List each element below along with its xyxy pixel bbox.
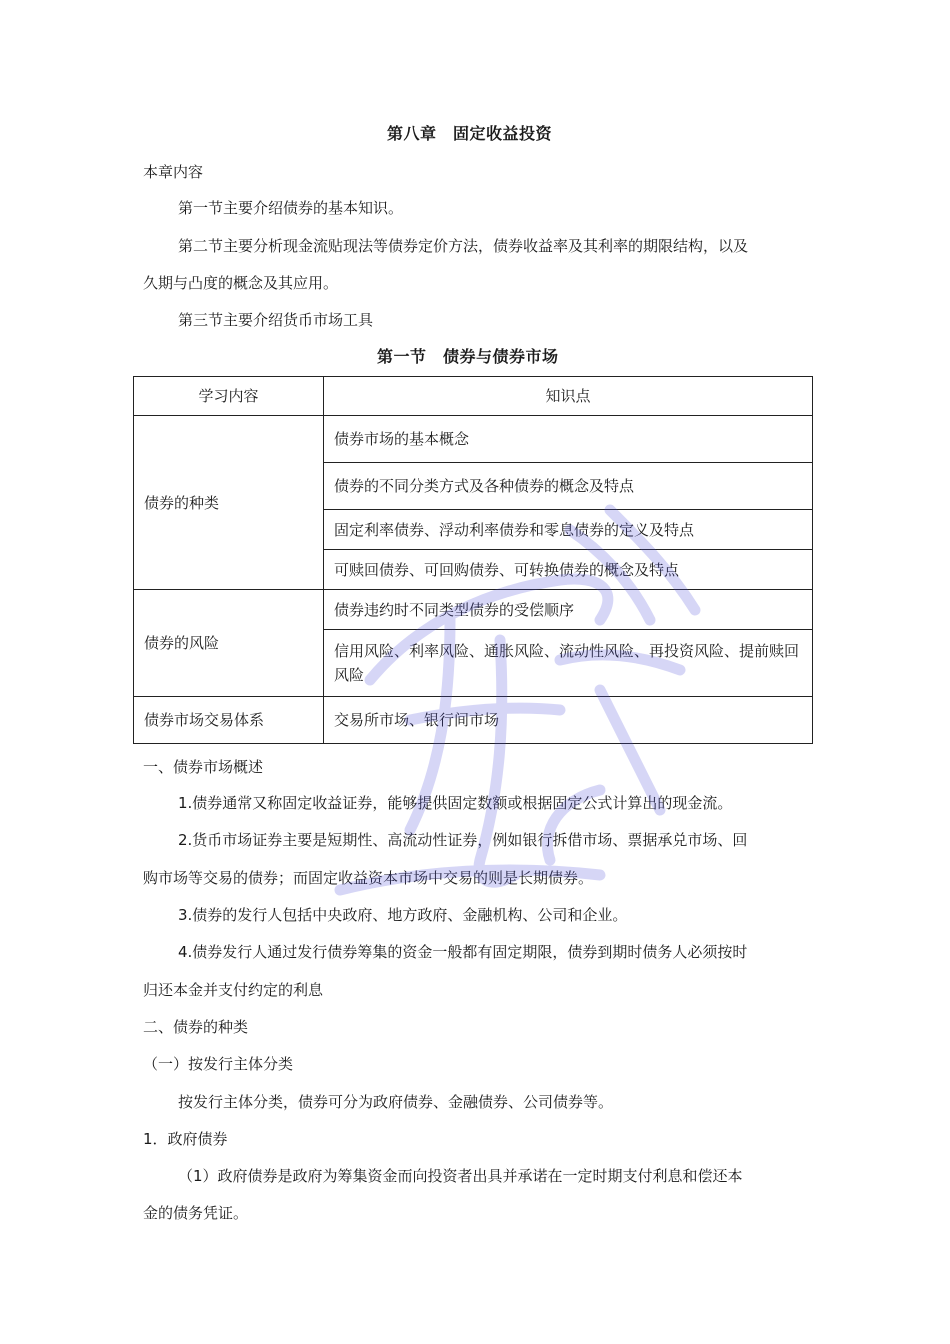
table-point-cell: 债券违约时不同类型债券的受偿顺序 (324, 590, 813, 630)
table-point-cell: 固定利率债券、浮动利率债券和零息债券的定义及特点 (324, 510, 813, 550)
intro-paragraph-2-line-1: 第二节主要分析现金流贴现法等债券定价方法，债券收益率及其利率的期限结构，以及 (178, 237, 749, 255)
paragraph-government-line-1: （1）政府债券是政府为筹集资金而向投资者出具并承诺在一定时期支付利息和偿还本 (178, 1167, 743, 1185)
table-header-row (134, 377, 813, 416)
chapter-title: 第八章 固定收益投资 (387, 124, 553, 143)
paragraph-item-1: 1.债券通常又称固定收益证券，能够提供固定数额或根据固定公式计算出的现金流。 (178, 794, 733, 812)
paragraph-item-4-line-1: 4.债券发行人通过发行债券筹集的资金一般都有固定期限，债券到期时债务人必须按时 (178, 943, 748, 961)
section-title: 第一节 债券与债券市场 (377, 347, 559, 366)
paragraph-government-line-2: 金的债务凭证。 (143, 1204, 249, 1222)
table-point-cell: 可赎回债券、可回购债券、可转换债券的概念及特点 (324, 550, 813, 590)
table-row (134, 697, 813, 744)
table-header-points: 知识点 (324, 377, 813, 416)
table-point-cell: 信用风险、利率风险、通胀风险、流动性风险、再投资风险、提前赎回风险 (324, 630, 813, 697)
intro-paragraph-2-line-2: 久期与凸度的概念及其应用。 (143, 274, 339, 292)
paragraph-item-3: 3.债券的发行人包括中央政府、地方政府、金融机构、公司和企业。 (178, 906, 628, 924)
knowledge-table (133, 376, 813, 744)
heading-government-bonds: 1．政府债券 (143, 1130, 228, 1148)
intro-paragraph-3: 第三节主要介绍货币市场工具 (178, 311, 374, 329)
table-topic-cell: 债券的风险 (134, 590, 324, 697)
intro-paragraph-1: 第一节主要介绍债券的基本知识。 (178, 199, 404, 217)
table-topic-cell: 债券的种类 (134, 416, 324, 590)
paragraph-item-4-line-2: 归还本金并支付约定的利息 (143, 981, 324, 999)
table-row (134, 590, 813, 630)
table-header-topic: 学习内容 (134, 377, 324, 416)
subheading-by-issuer: （一）按发行主体分类 (143, 1055, 294, 1073)
paragraph-by-issuer: 按发行主体分类，债券可分为政府债券、金融债券、公司债券等。 (178, 1093, 614, 1111)
paragraph-item-2-line-1: 2.货币市场证券主要是短期性、高流动性证券，例如银行拆借市场、票据承兑市场、回 (178, 831, 748, 849)
paragraph-item-2-line-2: 购市场等交易的债券；而固定收益资本市场中交易的则是长期债券。 (143, 869, 594, 887)
heading-market-overview: 一、债券市场概述 (143, 758, 264, 776)
table-point-cell: 债券市场的基本概念 (324, 416, 813, 463)
heading-bond-types: 二、债券的种类 (143, 1018, 249, 1036)
table-topic-cell: 债券市场交易体系 (134, 697, 324, 744)
table-point-cell: 债券的不同分类方式及各种债券的概念及特点 (324, 463, 813, 510)
table-row (134, 416, 813, 463)
intro-heading: 本章内容 (143, 163, 204, 181)
table-point-cell: 交易所市场、银行间市场 (324, 697, 813, 744)
